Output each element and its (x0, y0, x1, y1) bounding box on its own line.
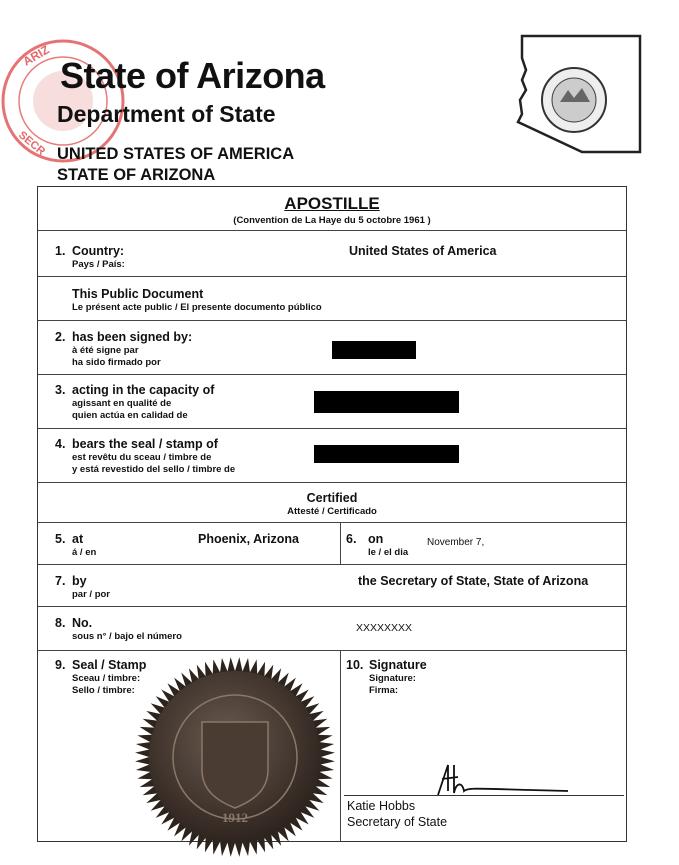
signature-line (344, 795, 624, 796)
field-label: by (72, 574, 87, 588)
field-number: 4. (55, 437, 66, 451)
certificate-number: XXXXXXXX (356, 622, 413, 634)
field-translation: Sello / timbre: (72, 685, 135, 696)
field-number: 3. (55, 383, 66, 397)
field-at-on (38, 523, 626, 565)
arizona-map-seal-icon (512, 30, 646, 158)
redacted-signer (332, 341, 416, 359)
field-label: has been signed by: (72, 330, 193, 344)
field-translation: y está revestido del sello / timbre de (72, 464, 236, 475)
field-number: 5. (55, 532, 66, 546)
field-label: Seal / Stamp (72, 658, 147, 672)
field-translation: Signature: (369, 673, 416, 684)
field-number: 2. (55, 330, 66, 344)
field-translation: Pays / País: (72, 259, 125, 270)
svg-text:ARIZ: ARIZ (20, 42, 52, 69)
public-document-row (38, 277, 626, 321)
apostille-title: APOSTILLE (284, 194, 380, 213)
issuer-value: the Secretary of State, State of Arizona (358, 574, 589, 588)
svg-text:SECR: SECR (16, 129, 48, 158)
field-label: at (72, 532, 84, 546)
great-seal-arizona-icon (130, 652, 340, 862)
field-number-row (38, 607, 626, 651)
field-number: 1. (55, 244, 66, 258)
field-translation: quien actúa en calidad de (72, 410, 188, 421)
field-translation: par / por (72, 589, 111, 600)
field-label: acting in the capacity of (72, 383, 215, 397)
field-label: Signature (369, 658, 427, 672)
field-seal-of (38, 429, 626, 483)
field-translation: Sceau / timbre: (72, 673, 141, 684)
department-name: Department of State (57, 101, 276, 127)
field-translation: le / el dia (368, 547, 409, 558)
field-number: 7. (55, 574, 66, 588)
column-divider (340, 523, 341, 565)
field-by (38, 565, 626, 607)
field-number: 10. (346, 658, 364, 672)
field-translation: est revêtu du sceau / timbre de (72, 452, 212, 463)
signer-title: Secretary of State (347, 815, 448, 829)
field-translation: sous n° / bajo el número (72, 631, 182, 642)
field-translation: ha sido firmado por (72, 357, 161, 368)
certified-translation: Attesté / Certificado (287, 506, 377, 517)
field-label: on (368, 532, 384, 546)
field-translation: Firma: (369, 685, 399, 696)
signer-name: Katie Hobbs (347, 799, 416, 813)
redacted-capacity (314, 391, 459, 413)
certified-label: Certified (306, 491, 358, 505)
field-label: This Public Document (72, 287, 204, 301)
date-value: November 7, (427, 537, 485, 548)
place-value: Phoenix, Arizona (198, 532, 299, 546)
field-label: No. (72, 616, 93, 630)
redacted-seal-of (314, 445, 459, 463)
state-heading: STATE OF ARIZONA (57, 166, 216, 184)
country-heading: UNITED STATES OF AMERICA (57, 145, 295, 163)
field-number: 6. (346, 532, 357, 546)
document-title: State of Arizona (60, 55, 325, 96)
column-divider (340, 651, 341, 841)
field-label: Country: (72, 244, 125, 258)
field-capacity (38, 375, 626, 429)
certified-row (38, 483, 626, 523)
apostille-subtitle: (Convention de La Haye du 5 octobre 1961 ) (233, 215, 431, 226)
field-translation: agissant en qualité de (72, 398, 172, 409)
country-value: United States of America (349, 244, 497, 258)
seal-year: 1912 (222, 810, 248, 825)
field-label: bears the seal / stamp of (72, 437, 218, 451)
apostille-header-row (38, 187, 626, 231)
field-translation: à été signe par (72, 345, 139, 356)
field-country (38, 231, 626, 277)
field-number: 8. (55, 616, 66, 630)
field-signed-by (38, 321, 626, 375)
field-translation: á / en (72, 547, 97, 558)
field-translation: Le présent acte public / El presente documento público (72, 302, 322, 313)
field-number: 9. (55, 658, 66, 672)
